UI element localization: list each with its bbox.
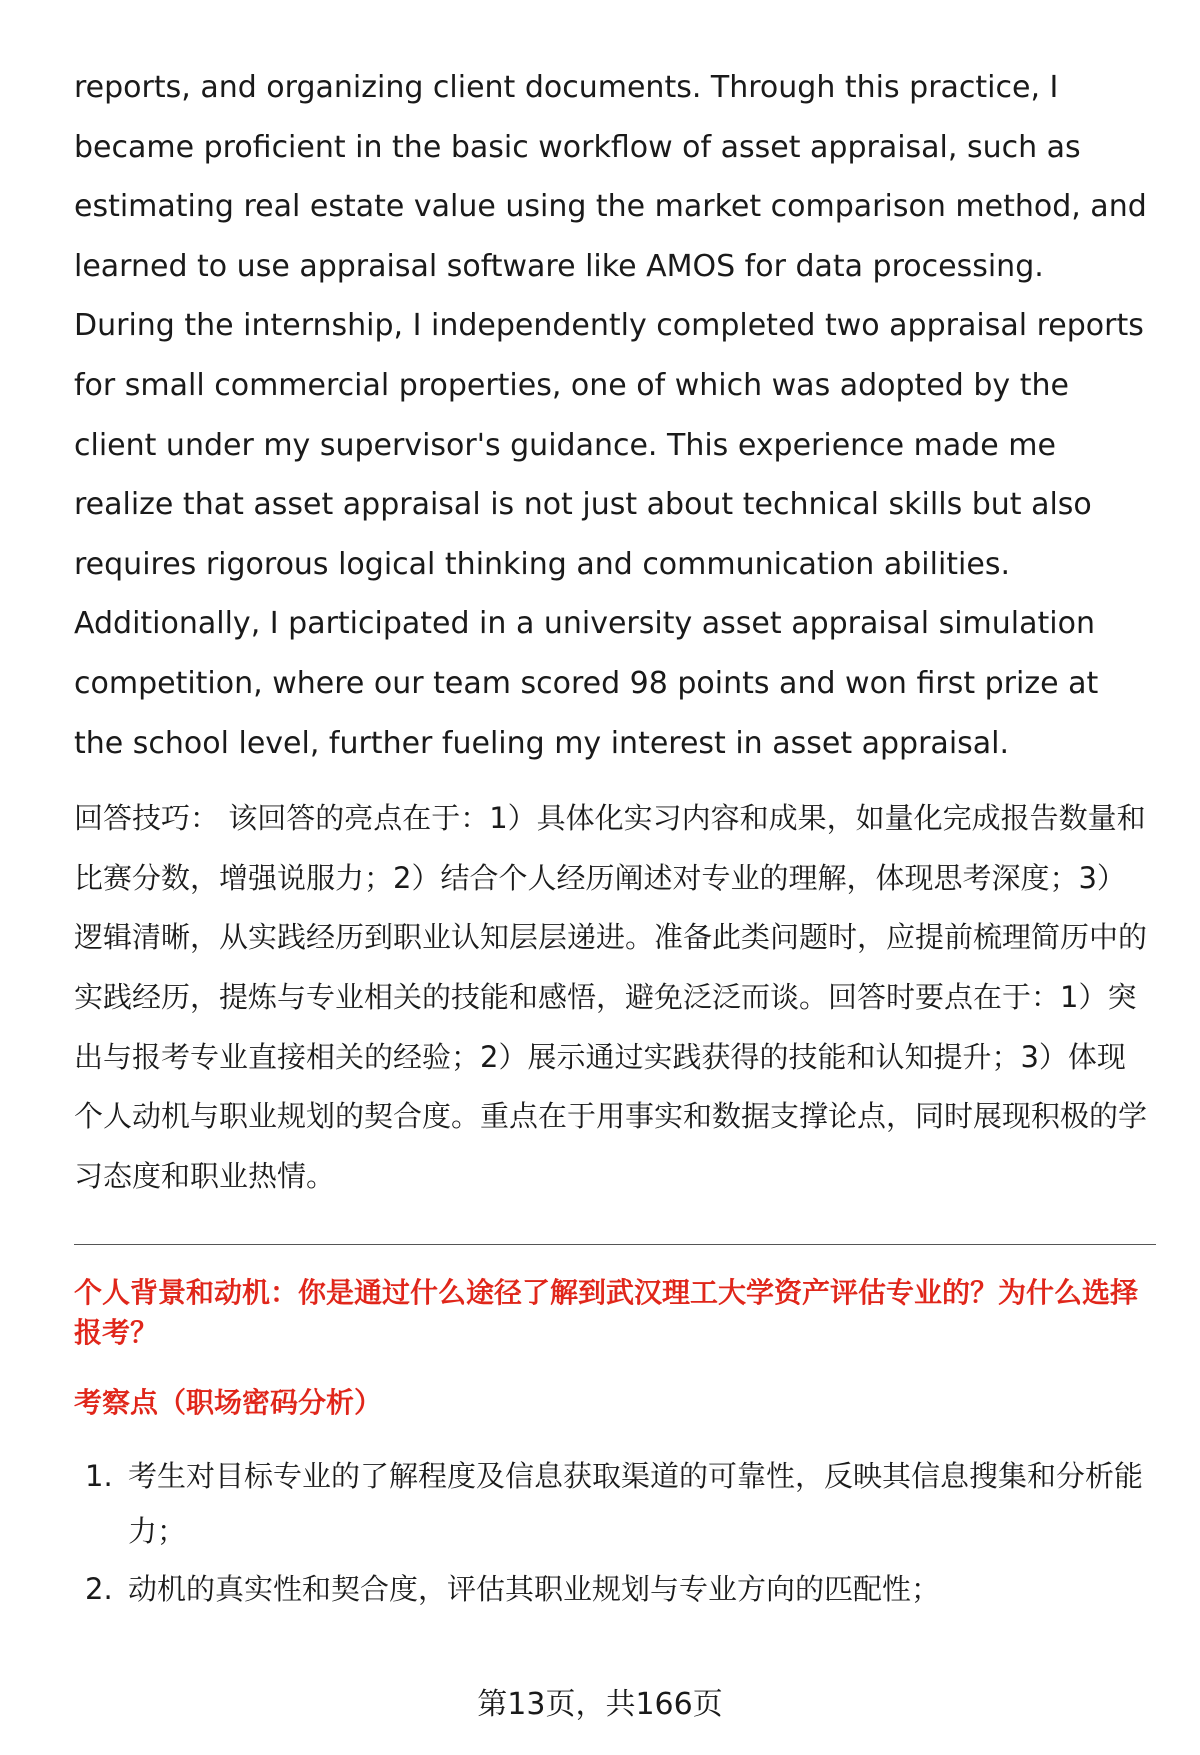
list-item-text: 考生对目标专业的了解程度及信息获取渠道的可靠性，反映其信息搜集和分析能力；: [128, 1459, 1144, 1549]
english-answer-paragraph: reports, and organizing client documents. Through this practice, I became proficient in the basic workflow of asset appraisal, such as estimating real estate value using the market comparison method, and learned to use appraisal software like AMOS for data processing. During the internship, I independently completed two appraisal reports for small commercial properties, one of which was adopted by the client under my supervisor's guidance. This experience made me realize that asset appraisal is not just about technical skills but also requires rigorous logical thinking and communication abilities. Additionally, I participated in a university asset appraisal simulation competition, where our team scored 98 points and won first prize at the school level, further fueling my interest in asset appraisal.: [74, 70, 1147, 761]
list-item-number: 1.: [85, 1459, 113, 1494]
assessment-heading: 考察点（职场密码分析）: [74, 1386, 383, 1420]
list-item-text: 动机的真实性和契合度，评估其职业规划与专业方向的匹配性；: [128, 1572, 941, 1607]
question-title: 个人背景和动机：你是通过什么途径了解到武汉理工大学资产评估专业的？为什么选择报考？: [74, 1276, 1139, 1350]
page-number-footer: 第13页，共166页: [477, 1687, 723, 1722]
list-item-number: 2.: [85, 1572, 113, 1607]
answer-tips-paragraph: 回答技巧： 该回答的亮点在于：1）具体化实习内容和成果，如量化完成报告数量和比赛分数，增强说服力；2）结合个人经历阐述对专业的理解，体现思考深度；3）逻辑清晰，从实践经历到职业认知层层递进。准备此类问题时，应提前梳理简历中的实践经历，提炼与专业相关的技能和感悟，避免泛泛而谈。回答时要点在于：1）突出与报考专业直接相关的经验；2）展示通过实践获得的技能和认知提升；3）体现个人动机与职业规划的契合度。重点在于用事实和数据支撑论点，同时展现积极的学习态度和职业热情。: [74, 801, 1148, 1193]
assessment-points-list: [74, 1449, 1154, 1617]
section-divider: [74, 1244, 1156, 1245]
list-item: [74, 1562, 1154, 1617]
list-item: [74, 1449, 1154, 1559]
page-content: [74, 58, 1154, 1620]
